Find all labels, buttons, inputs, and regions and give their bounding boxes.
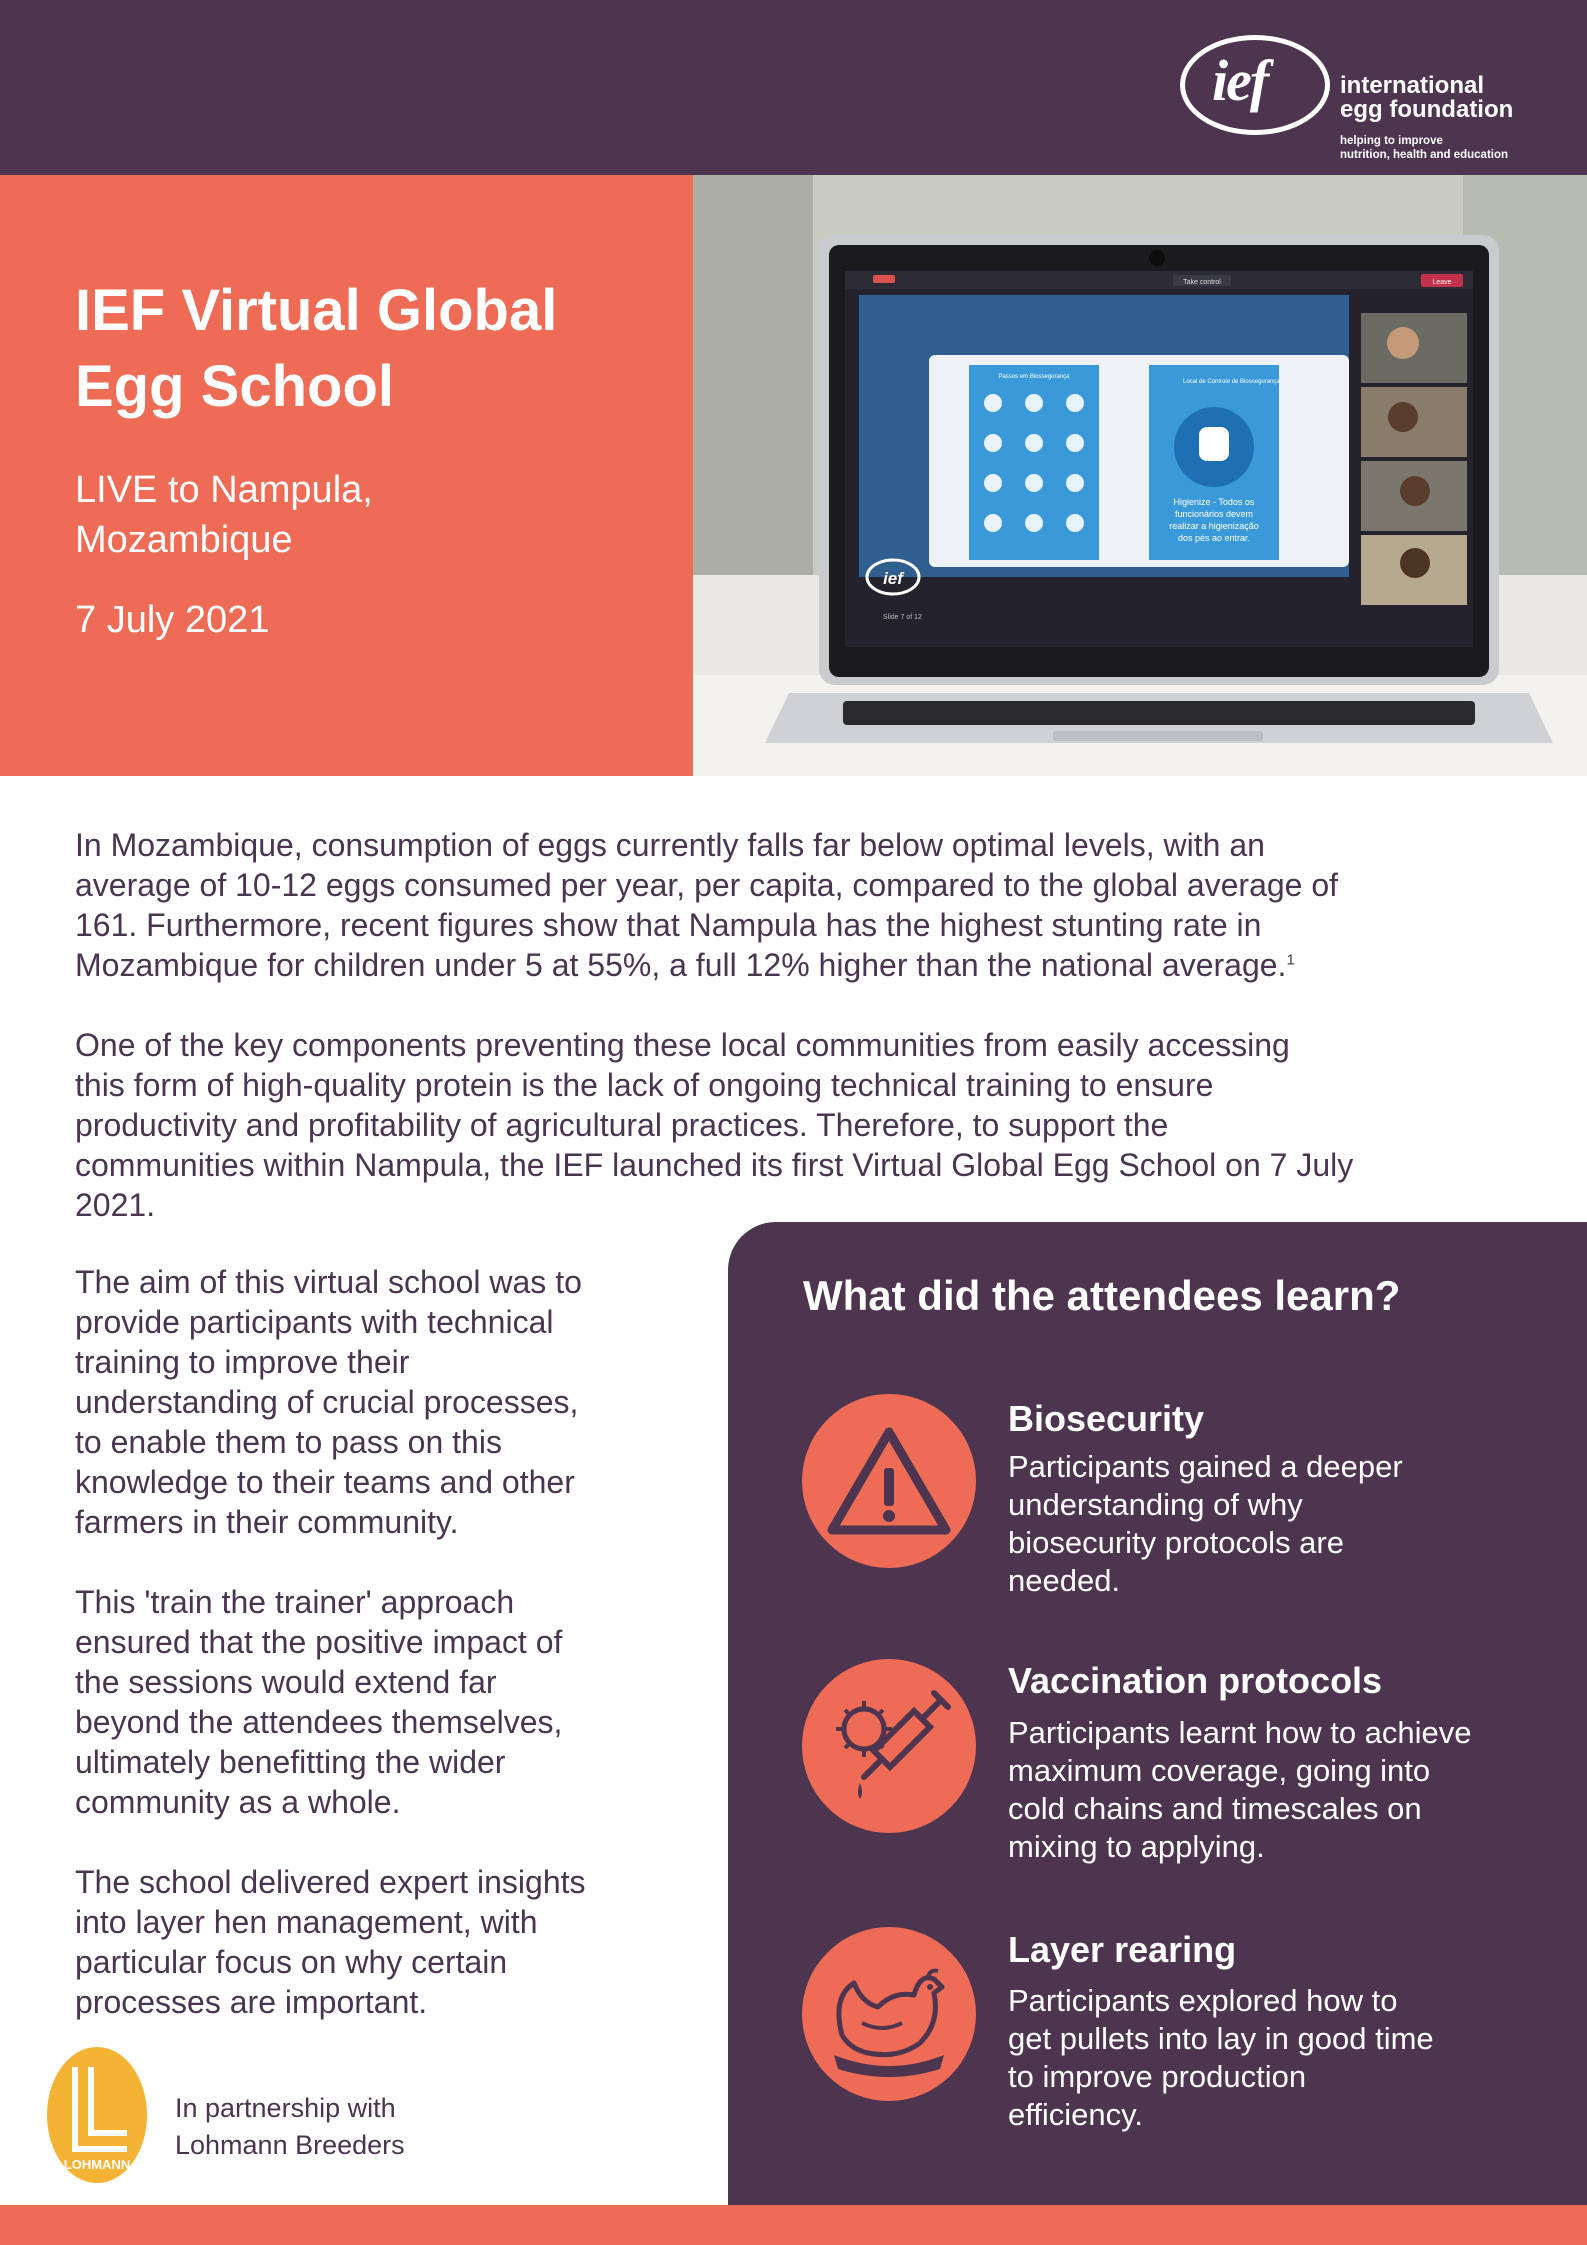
item-title-layer-rearing: Layer rearing bbox=[1008, 1929, 1237, 1970]
hen-icon bbox=[802, 1927, 976, 2101]
poster2-caption-line4: dos pés ao entrar. bbox=[1177, 533, 1251, 543]
aim-line: The aim of this virtual school was to bbox=[75, 1264, 582, 1300]
intro-paragraph-1 bbox=[75, 825, 1338, 985]
desc-line: mixing to applying. bbox=[1008, 1829, 1265, 1864]
subtitle-line1: LIVE to Nampula, bbox=[75, 469, 373, 511]
approach-line: community as a whole. bbox=[75, 1784, 401, 1820]
aim-line: provide participants with technical bbox=[75, 1304, 554, 1340]
desc-line: needed. bbox=[1008, 1563, 1121, 1598]
desc-line: Participants learnt how to achieve bbox=[1008, 1715, 1472, 1750]
approach-paragraph bbox=[75, 1582, 562, 1822]
desc-line: maximum coverage, going into bbox=[1008, 1753, 1431, 1788]
intro-p2-line: communities within Nampula, the IEF launched its first Virtual Global Egg School on 7 July bbox=[75, 1147, 1354, 1183]
item-desc-vaccination bbox=[1008, 1714, 1548, 1866]
partner-line2: Lohmann Breeders bbox=[175, 2130, 405, 2160]
virus-syringe-icon bbox=[802, 1659, 976, 1833]
partner-credit bbox=[175, 2090, 405, 2164]
item-title-vaccination: Vaccination protocols bbox=[1008, 1660, 1383, 1701]
intro-p2-line: productivity and profitability of agricultural practices. Therefore, to support the bbox=[75, 1107, 1169, 1143]
item-title-biosecurity: Biosecurity bbox=[1008, 1398, 1205, 1439]
page-title bbox=[75, 273, 557, 425]
footer-bar bbox=[0, 2205, 1587, 2245]
intro-p2-line: 2021. bbox=[75, 1187, 156, 1223]
item-desc-layer-rearing bbox=[1008, 1982, 1548, 2134]
title-line1: IEF Virtual Global bbox=[75, 278, 558, 343]
poster2-caption-line2: funcionários devem bbox=[1174, 509, 1254, 519]
tagline-line1: helping to improve bbox=[1340, 135, 1443, 147]
ief-logo[interactable] bbox=[1180, 30, 1560, 165]
aim-line: farmers in their community. bbox=[75, 1504, 459, 1540]
poster2-caption-line3: realizar a higienização bbox=[1169, 521, 1259, 531]
intro-p1-line: 161. Furthermore, recent figures show that Nampula has the highest stunting rate in bbox=[75, 907, 1262, 943]
hero-photo bbox=[693, 175, 1587, 776]
org-name-line2: egg foundation bbox=[1340, 96, 1514, 123]
intro-p1-line: In Mozambique, consumption of eggs currently falls far below optimal levels, with an bbox=[75, 827, 1265, 863]
slide-logo: ief bbox=[883, 569, 903, 588]
intro-p2-line: this form of high-quality protein is the lack of ongoing technical training to ensure bbox=[75, 1067, 1214, 1103]
insights-line: into layer hen management, with bbox=[75, 1904, 538, 1940]
meeting-button[interactable]: Take control bbox=[1183, 279, 1221, 286]
org-tagline bbox=[1340, 134, 1508, 162]
lohmann-logo[interactable] bbox=[45, 2045, 150, 2185]
hero-panel bbox=[0, 175, 693, 776]
desc-line: understanding of why bbox=[1008, 1487, 1303, 1522]
learn-panel-title: What did the attendees learn? bbox=[803, 1272, 1401, 1319]
slide-counter[interactable]: Slide 7 of 12 bbox=[883, 614, 922, 621]
desc-line: to improve production bbox=[1008, 2059, 1307, 2094]
desc-line: cold chains and timescales on bbox=[1008, 1791, 1422, 1826]
lohmann-logo-text: LOHMANN bbox=[63, 2157, 131, 2172]
desc-line: Participants gained a deeper bbox=[1008, 1449, 1403, 1484]
approach-line: This 'train the trainer' approach bbox=[75, 1584, 515, 1620]
learn-panel bbox=[728, 1222, 1587, 2205]
desc-line: efficiency. bbox=[1008, 2097, 1143, 2132]
approach-line: ultimately benefitting the wider bbox=[75, 1744, 506, 1780]
intro-p1-line: Mozambique for children under 5 at 55%, a full 12% higher than the national average. bbox=[75, 947, 1287, 983]
page-subtitle bbox=[75, 465, 373, 565]
intro-paragraph-2 bbox=[75, 1025, 1353, 1225]
leave-button[interactable]: Leave bbox=[1432, 279, 1452, 286]
title-line2: Egg School bbox=[75, 354, 394, 419]
laptop-illustration bbox=[693, 175, 1587, 776]
event-date: 7 July 2021 bbox=[75, 599, 270, 641]
desc-line: Participants explored how to bbox=[1008, 1983, 1398, 2018]
insights-line: processes are important. bbox=[75, 1984, 428, 2020]
desc-line: get pullets into lay in good time bbox=[1008, 2021, 1434, 2056]
aim-line: knowledge to their teams and other bbox=[75, 1464, 575, 1500]
poster2-caption-line1: Higienize - Todos os bbox=[1173, 497, 1255, 507]
partner-line1: In partnership with bbox=[175, 2093, 396, 2123]
tagline-line2: nutrition, health and education bbox=[1340, 149, 1509, 161]
intro-p1-line: average of 10-12 eggs consumed per year, per capita, compared to the global average of bbox=[75, 867, 1339, 903]
intro-p2-line: One of the key components preventing these local communities from easily accessing bbox=[75, 1027, 1290, 1063]
aim-paragraph bbox=[75, 1262, 582, 1542]
approach-line: ensured that the positive impact of bbox=[75, 1624, 563, 1660]
insights-paragraph bbox=[75, 1862, 586, 2022]
footnote-marker: 1 bbox=[1286, 951, 1295, 969]
poster2-title: Local de Controle de Biossegurança bbox=[1183, 379, 1280, 385]
desc-line: biosecurity protocols are bbox=[1008, 1525, 1344, 1560]
poster1-title: Passos em Biossegurança bbox=[998, 374, 1070, 380]
approach-line: beyond the attendees themselves, bbox=[75, 1704, 563, 1740]
aim-line: to enable them to pass on this bbox=[75, 1424, 502, 1460]
org-name-line1: international bbox=[1340, 72, 1485, 99]
subtitle-line2: Mozambique bbox=[75, 519, 293, 561]
org-name bbox=[1340, 74, 1513, 122]
aim-line: understanding of crucial processes, bbox=[75, 1384, 579, 1420]
approach-line: the sessions would extend far bbox=[75, 1664, 497, 1700]
logo-letters: ief bbox=[1212, 48, 1268, 113]
aim-line: training to improve their bbox=[75, 1344, 410, 1380]
warning-triangle-icon bbox=[802, 1394, 976, 1568]
header-bar bbox=[0, 0, 1587, 175]
insights-line: The school delivered expert insights bbox=[75, 1864, 586, 1900]
item-desc-biosecurity bbox=[1008, 1448, 1548, 1600]
insights-line: particular focus on why certain bbox=[75, 1944, 508, 1980]
